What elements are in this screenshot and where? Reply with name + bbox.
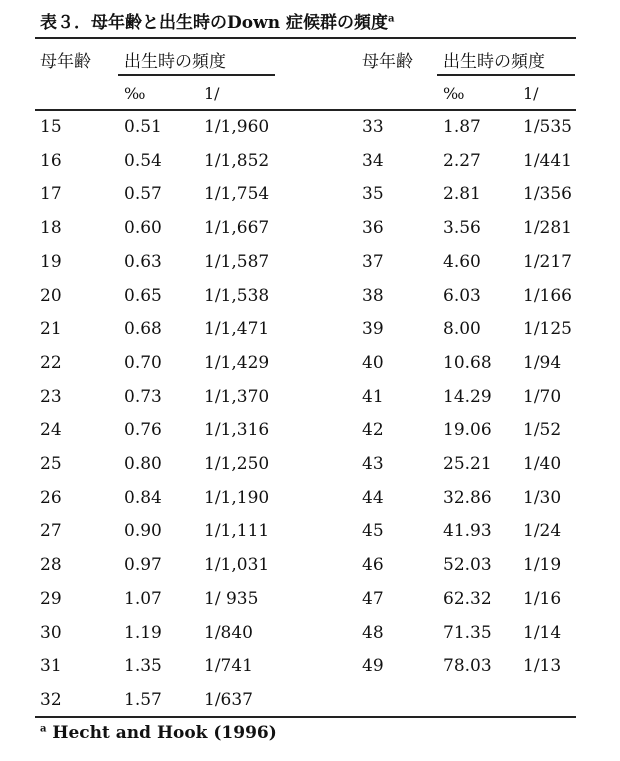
table-caption	[40, 8, 394, 33]
age-cell: 24	[40, 420, 62, 440]
permille-cell: 8.00	[443, 319, 481, 339]
ratio-cell: 1/1,429	[204, 353, 270, 373]
permille-cell: 2.81	[443, 184, 481, 204]
header-right-frequency: 出生時の頻度	[443, 52, 545, 72]
age-cell: 38	[362, 286, 384, 306]
permille-cell: 0.76	[124, 420, 162, 440]
right-frequency-rule	[437, 74, 575, 76]
permille-cell: 25.21	[443, 454, 492, 474]
left-subheader-ratio: 1/	[204, 84, 220, 103]
ratio-cell: 1/1,316	[204, 420, 270, 440]
ratio-cell: 1/1,031	[204, 555, 270, 575]
header-left-frequency: 出生時の頻度	[124, 52, 226, 72]
ratio-cell: 1/40	[523, 454, 562, 474]
caption-footnote-mark: a	[388, 13, 395, 25]
ratio-cell: 1/166	[523, 286, 572, 306]
ratio-cell: 1/ 935	[204, 589, 259, 609]
age-cell: 18	[40, 218, 62, 238]
permille-cell: 0.57	[124, 184, 162, 204]
footnote-text: Hecht and Hook (1996)	[52, 723, 277, 743]
permille-cell: 0.73	[124, 387, 162, 407]
ratio-cell: 1/1,370	[204, 387, 270, 407]
ratio-cell: 1/741	[204, 656, 253, 676]
ratio-cell: 1/1,538	[204, 286, 270, 306]
age-cell: 41	[362, 387, 384, 407]
ratio-cell: 1/16	[523, 589, 562, 609]
age-cell: 19	[40, 252, 62, 272]
ratio-cell: 1/1,960	[204, 117, 270, 137]
ratio-cell: 1/356	[523, 184, 572, 204]
age-cell: 27	[40, 521, 62, 541]
ratio-cell: 1/1,667	[204, 218, 270, 238]
permille-cell: 52.03	[443, 555, 492, 575]
left-subheader-permille: ‰	[124, 84, 146, 103]
ratio-cell: 1/30	[523, 488, 562, 508]
age-cell: 44	[362, 488, 384, 508]
permille-cell: 0.68	[124, 319, 162, 339]
age-cell: 45	[362, 521, 384, 541]
age-cell: 35	[362, 184, 384, 204]
bottom-rule	[35, 716, 576, 718]
right-subheader-permille: ‰	[443, 84, 465, 103]
permille-cell: 0.63	[124, 252, 162, 272]
age-cell: 22	[40, 353, 62, 373]
ratio-cell: 1/1,111	[204, 521, 270, 541]
age-cell: 32	[40, 690, 62, 710]
ratio-cell: 1/1,471	[204, 319, 270, 339]
caption-prefix: 表３．母年齢と出生時の	[40, 13, 227, 33]
permille-cell: 0.51	[124, 117, 162, 137]
ratio-cell: 1/125	[523, 319, 572, 339]
permille-cell: 19.06	[443, 420, 492, 440]
age-cell: 49	[362, 656, 384, 676]
header-left-age: 母年齢	[40, 52, 91, 72]
ratio-cell: 1/52	[523, 420, 562, 440]
age-cell: 28	[40, 555, 62, 575]
permille-cell: 2.27	[443, 151, 481, 171]
permille-cell: 62.32	[443, 589, 492, 609]
ratio-cell: 1/13	[523, 656, 562, 676]
top-rule	[35, 37, 576, 39]
ratio-cell: 1/1,250	[204, 454, 270, 474]
age-cell: 46	[362, 555, 384, 575]
ratio-cell: 1/70	[523, 387, 562, 407]
age-cell: 26	[40, 488, 62, 508]
permille-cell: 6.03	[443, 286, 481, 306]
age-cell: 25	[40, 454, 62, 474]
permille-cell: 0.65	[124, 286, 162, 306]
age-cell: 34	[362, 151, 384, 171]
ratio-cell: 1/1,852	[204, 151, 270, 171]
age-cell: 42	[362, 420, 384, 440]
age-cell: 23	[40, 387, 62, 407]
ratio-cell: 1/840	[204, 623, 253, 643]
footnote-mark: a	[40, 723, 47, 735]
age-cell: 48	[362, 623, 384, 643]
caption-suffix: 症候群の頻度	[280, 13, 388, 33]
age-cell: 29	[40, 589, 62, 609]
header-rule	[35, 109, 576, 111]
ratio-cell: 1/637	[204, 690, 253, 710]
permille-cell: 4.60	[443, 252, 481, 272]
permille-cell: 0.80	[124, 454, 162, 474]
permille-cell: 10.68	[443, 353, 492, 373]
age-cell: 31	[40, 656, 62, 676]
age-cell: 20	[40, 286, 62, 306]
permille-cell: 3.56	[443, 218, 481, 238]
permille-cell: 0.70	[124, 353, 162, 373]
permille-cell: 0.97	[124, 555, 162, 575]
ratio-cell: 1/217	[523, 252, 572, 272]
ratio-cell: 1/94	[523, 353, 562, 373]
permille-cell: 0.60	[124, 218, 162, 238]
ratio-cell: 1/1,754	[204, 184, 270, 204]
permille-cell: 0.84	[124, 488, 162, 508]
permille-cell: 1.07	[124, 589, 162, 609]
header-right-age: 母年齢	[362, 52, 413, 72]
ratio-cell: 1/441	[523, 151, 572, 171]
left-frequency-rule	[118, 74, 275, 76]
age-cell: 37	[362, 252, 384, 272]
age-cell: 17	[40, 184, 62, 204]
ratio-cell: 1/14	[523, 623, 562, 643]
age-cell: 36	[362, 218, 384, 238]
permille-cell: 78.03	[443, 656, 492, 676]
age-cell: 47	[362, 589, 384, 609]
footnote	[40, 723, 277, 743]
ratio-cell: 1/281	[523, 218, 572, 238]
ratio-cell: 1/24	[523, 521, 562, 541]
age-cell: 15	[40, 117, 62, 137]
ratio-cell: 1/19	[523, 555, 562, 575]
permille-cell: 1.57	[124, 690, 162, 710]
permille-cell: 41.93	[443, 521, 492, 541]
age-cell: 40	[362, 353, 384, 373]
permille-cell: 0.54	[124, 151, 162, 171]
caption-term: Down	[227, 13, 281, 33]
permille-cell: 1.19	[124, 623, 162, 643]
permille-cell: 0.90	[124, 521, 162, 541]
right-subheader-ratio: 1/	[523, 84, 539, 103]
age-cell: 43	[362, 454, 384, 474]
age-cell: 30	[40, 623, 62, 643]
ratio-cell: 1/1,587	[204, 252, 270, 272]
age-cell: 21	[40, 319, 62, 339]
permille-cell: 1.87	[443, 117, 481, 137]
age-cell: 16	[40, 151, 62, 171]
permille-cell: 71.35	[443, 623, 492, 643]
age-cell: 39	[362, 319, 384, 339]
ratio-cell: 1/1,190	[204, 488, 270, 508]
permille-cell: 14.29	[443, 387, 492, 407]
ratio-cell: 1/535	[523, 117, 572, 137]
permille-cell: 32.86	[443, 488, 492, 508]
permille-cell: 1.35	[124, 656, 162, 676]
age-cell: 33	[362, 117, 384, 137]
